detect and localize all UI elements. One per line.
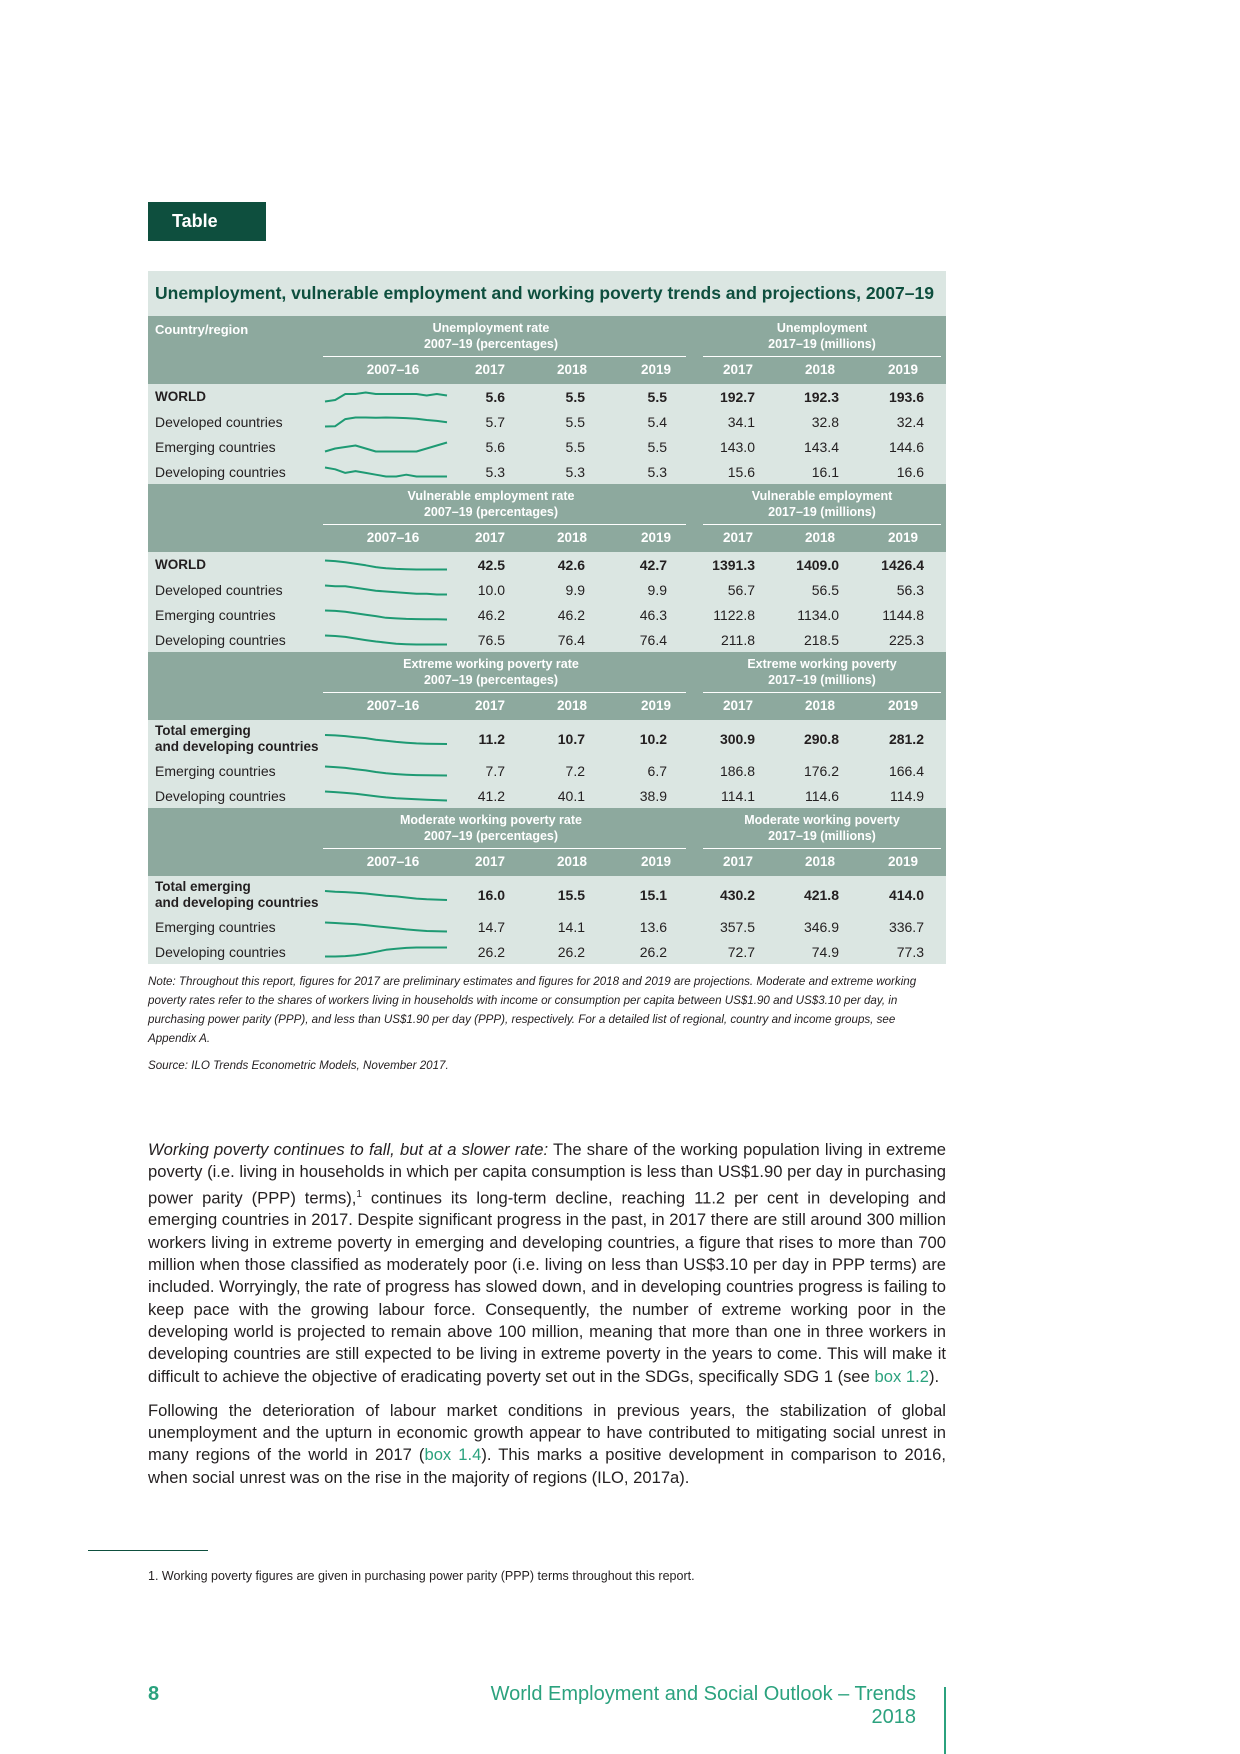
rate-group-subtitle: 2007–19 (percentages) (423, 829, 559, 843)
country-region-name: Emerging countries (155, 762, 276, 779)
count-value: 421.8 (803, 887, 839, 903)
rate-value: 26.2 (477, 943, 505, 960)
sparkline-path (325, 468, 447, 477)
rate-value: 5.5 (565, 388, 585, 405)
rate-value: 76.4 (557, 631, 585, 648)
year-header: 2017 (474, 698, 506, 713)
trend-sparkline (323, 384, 449, 409)
table-note: Note: Throughout this report, figures for 2017 are preliminary estimates and figures for 2018 and 2019 are projections. Moderate and extreme working poverty rates refer to the shares of workers living in households with income or consumption per capita between US$1.90 and US$3.10 per day, in purchasing power parity (PPP), and less than US$1.90 per day (PPP), respectively. For a detailed list of regional, country and income groups, see Appendix A. (148, 975, 917, 1045)
rate-group-header (376, 812, 606, 844)
sparkline-path (325, 735, 447, 744)
sparkline-path (325, 891, 447, 900)
count-value: 176.2 (803, 762, 839, 779)
rate-value: 15.1 (639, 887, 667, 903)
count-group-header (703, 320, 941, 352)
count-group-title: Unemployment (776, 321, 868, 335)
rate-value: 42.5 (477, 556, 505, 573)
trend-sparkline (323, 876, 449, 914)
sparkline-path (325, 636, 447, 645)
count-value: 1122.8 (713, 606, 755, 623)
country-region-name: Emerging countries (155, 918, 276, 935)
rate-value: 10.7 (557, 731, 585, 747)
rate-value: 5.5 (647, 438, 667, 455)
rate-value: 5.3 (647, 463, 667, 480)
section-header-top (148, 316, 946, 356)
year-header: 2018 (804, 530, 836, 545)
name-line: Total emerging (155, 723, 251, 738)
count-group-title: Moderate working poverty (744, 813, 900, 827)
country-region-name: Developed countries (155, 413, 283, 430)
rate-value: 5.7 (485, 413, 505, 430)
year-header: 2019 (640, 530, 672, 545)
count-value: 72.7 (727, 943, 755, 960)
year-header: 2017 (722, 362, 754, 377)
name-line: Total emerging (155, 879, 251, 894)
trend-sparkline (323, 783, 449, 808)
trend-sparkline (323, 434, 449, 459)
count-value: 114.1 (721, 787, 755, 804)
sparkline-path (325, 923, 447, 932)
count-value: 114.6 (805, 787, 839, 804)
paragraph-lead: Working poverty continues to fall, but at a slower rate: (148, 1140, 549, 1159)
year-header: 2019 (640, 854, 672, 869)
rate-value: 76.4 (639, 631, 667, 648)
count-group-subtitle: 2017–19 (millions) (768, 337, 876, 351)
year-header: 2017 (474, 854, 506, 869)
count-value: 166.4 (888, 762, 924, 779)
rate-value: 11.2 (478, 731, 505, 747)
rate-value: 76.5 (477, 631, 505, 648)
rate-value: 46.3 (639, 606, 667, 623)
sparkline-path (325, 418, 447, 427)
count-value: 414.0 (888, 887, 924, 903)
count-value: 15.6 (727, 463, 755, 480)
footer-vertical-rule (944, 1687, 946, 1754)
sparkline-path (325, 792, 447, 801)
table-row (148, 783, 946, 808)
count-value: 1134.0 (797, 606, 839, 623)
trend-sparkline (323, 409, 449, 434)
rate-group-title: Vulnerable employment rate (407, 489, 575, 503)
year-header: 2018 (804, 698, 836, 713)
count-value: 225.3 (888, 631, 924, 648)
trend-sparkline (323, 577, 449, 602)
count-value: 300.9 (719, 731, 755, 747)
year-header: 2018 (804, 362, 836, 377)
count-group-title: Extreme working poverty (747, 657, 897, 671)
rate-value: 10.0 (477, 581, 505, 598)
year-header: 2019 (640, 362, 672, 377)
count-value: 1426.4 (881, 556, 924, 573)
page-number: 8 (148, 1683, 160, 1705)
rate-value: 5.4 (647, 413, 667, 430)
count-group-header (703, 488, 941, 520)
count-value: 143.4 (803, 438, 839, 455)
trend-sparkline (323, 459, 449, 484)
rate-group-header (376, 656, 606, 688)
table-label: Table 1.1 (148, 202, 266, 241)
count-value: 144.6 (888, 438, 924, 455)
table-section (148, 652, 946, 808)
paragraph-text: ). This marks a positive development in comparison to 2016, when social unrest was on the rise in the majority of regions (ILO, 2017a). (148, 1445, 946, 1487)
year-header: 2019 (887, 362, 919, 377)
rate-value: 15.5 (557, 887, 585, 903)
sparkline-path (325, 561, 447, 570)
count-value: 34.1 (727, 413, 755, 430)
count-value: 32.8 (811, 413, 839, 430)
paragraph-text: ). (928, 1366, 940, 1386)
count-value: 186.8 (719, 762, 755, 779)
body-text (148, 1139, 946, 1501)
count-group-subtitle: 2017–19 (millions) (768, 673, 876, 687)
count-value: 77.3 (896, 943, 924, 960)
trend-sparkline (323, 627, 449, 652)
sparkline-path (325, 948, 447, 957)
paragraph-text: Following the deterioration of labour market conditions in previous years, the stabilization of global unemployment and the upturn in economic growth appear to have contributed to mitigating social unrest in many regions of the world in 2017 ( (148, 1400, 946, 1465)
trend-sparkline (323, 939, 449, 964)
table-row (148, 384, 946, 409)
count-value: 192.3 (803, 388, 839, 405)
count-value: 336.7 (888, 918, 924, 935)
footnote: 1. Working poverty figures are given in purchasing power parity (PPP) terms throughout this report. (148, 1569, 695, 1583)
rate-value: 7.2 (565, 762, 585, 779)
section-header (148, 808, 946, 876)
section-header (148, 316, 946, 384)
rate-value: 42.6 (557, 556, 585, 573)
year-header: 2017 (722, 530, 754, 545)
rate-value: 13.6 (639, 918, 667, 935)
year-header: 2017 (722, 698, 754, 713)
trend-sparkline (323, 602, 449, 627)
year-header: 2017 (722, 854, 754, 869)
table-notes (148, 972, 946, 1075)
count-value: 346.9 (803, 918, 839, 935)
sparkline-path (325, 393, 447, 402)
table-row (148, 758, 946, 783)
table-row (148, 602, 946, 627)
name-line: and developing countries (155, 739, 319, 754)
rate-value: 5.5 (647, 388, 667, 405)
count-value: 193.6 (888, 388, 924, 405)
table-row (148, 577, 946, 602)
rate-group-subtitle: 2007–19 (percentages) (423, 673, 559, 687)
footnote-divider (88, 1550, 208, 1551)
year-header-trend: 2007–16 (366, 530, 420, 545)
country-region-name-lines (155, 879, 319, 911)
table-body (148, 271, 946, 964)
trend-sparkline (323, 758, 449, 783)
table-section (148, 484, 946, 652)
year-header: 2018 (556, 854, 588, 869)
year-header-row (148, 524, 946, 552)
year-header-row (148, 692, 946, 720)
rate-value: 6.7 (647, 762, 667, 779)
rate-value: 46.2 (477, 606, 505, 623)
year-header: 2019 (887, 698, 919, 713)
rate-value: 14.7 (477, 918, 505, 935)
year-header: 2017 (474, 362, 506, 377)
paragraph-text: continues its long-term decline, reaching 11.2 per cent in developing and emerging countries in 2017. Despite significant progress in the past, in 2017 there are still around 300 million workers living in extreme poverty in emerging and developing countries, a figure that rises to more than 700 million when those classified as moderately poor (i.e. living on less than US$3.10 per day in PPP terms) are included. Worryingly, the rate of progress has slowed down, and in developing countries progress is failing to keep pace with the growing labour force. Consequently, the number of extreme working poor in the developing world is projected to remain above 100 million, meaning that more than one in three workers in developing countries are still expected to be living in extreme poverty in the years to come. This will make it difficult to achieve the objective of eradicating poverty set out in the SDGs, specifically SDG 1 (see (148, 1188, 946, 1386)
country-region-name: Developing countries (155, 463, 286, 480)
rate-value: 5.5 (565, 438, 585, 455)
rate-value: 5.3 (565, 463, 585, 480)
country-region-name: Developing countries (155, 787, 286, 804)
rate-group-subtitle: 2007–19 (percentages) (423, 505, 559, 519)
count-value: 357.5 (719, 918, 755, 935)
rate-value: 46.2 (557, 606, 585, 623)
section-header-top (148, 652, 946, 692)
rate-value: 38.9 (639, 787, 667, 804)
country-region-name: WORLD (155, 556, 206, 572)
rate-value: 7.7 (485, 762, 505, 779)
sparkline-path (325, 767, 447, 776)
table-section (148, 808, 946, 964)
rate-value: 5.6 (485, 438, 505, 455)
rate-group-title: Unemployment rate (432, 321, 550, 335)
country-region-name: Emerging countries (155, 438, 276, 455)
country-region-name: Emerging countries (155, 606, 276, 623)
footnote-reference[interactable]: 1 (356, 1188, 362, 1200)
paragraph-text: The share of the working population living in extreme poverty (i.e. living in households in which per capita consumption is less than US$1.90 per day in purchasing power parity (PPP) terms), (148, 1140, 947, 1208)
rate-group-header (376, 320, 606, 352)
table-row (148, 720, 946, 758)
rate-value: 10.2 (639, 731, 667, 747)
rate-value: 26.2 (557, 943, 585, 960)
country-region-name (155, 876, 319, 914)
count-value: 56.5 (811, 581, 839, 598)
rate-group-title: Moderate working poverty rate (400, 813, 582, 827)
table-section (148, 316, 946, 484)
count-value: 74.9 (811, 943, 839, 960)
count-group-header (703, 656, 941, 688)
box-1-4-link[interactable]: box 1.4 (424, 1445, 482, 1465)
year-header-row (148, 848, 946, 876)
sparkline-path (325, 443, 447, 452)
trend-sparkline (323, 914, 449, 939)
table-row (148, 459, 946, 484)
year-header: 2019 (887, 530, 919, 545)
year-header: 2018 (556, 362, 588, 377)
year-header-trend: 2007–16 (366, 854, 420, 869)
table-row (148, 939, 946, 964)
table-row (148, 409, 946, 434)
count-group-subtitle: 2017–19 (millions) (768, 829, 876, 843)
rate-value: 40.1 (557, 787, 585, 804)
section-header (148, 484, 946, 552)
count-group-header (703, 812, 941, 844)
rate-group-subtitle: 2007–19 (percentages) (423, 337, 559, 351)
section-header-top (148, 484, 946, 524)
count-value: 1409.0 (796, 556, 839, 573)
rate-value: 16.0 (477, 887, 505, 903)
year-header: 2017 (474, 530, 506, 545)
rate-group-title: Extreme working poverty rate (403, 657, 579, 671)
year-header: 2019 (887, 854, 919, 869)
country-region-name-lines (155, 723, 319, 755)
count-value: 32.4 (896, 413, 924, 430)
rate-value: 9.9 (647, 581, 667, 598)
box-1-2-link[interactable]: box 1.2 (874, 1366, 929, 1386)
rate-group-header (376, 488, 606, 520)
rate-value: 5.5 (565, 413, 585, 430)
count-value: 281.2 (888, 731, 924, 747)
rate-value: 9.9 (565, 581, 585, 598)
count-value: 290.8 (803, 731, 839, 747)
count-value: 218.5 (803, 631, 839, 648)
country-region-name (155, 720, 319, 758)
count-group-title: Vulnerable employment (751, 489, 893, 503)
rate-value: 41.2 (477, 787, 505, 804)
count-group-subtitle: 2017–19 (millions) (768, 505, 876, 519)
table-row (148, 552, 946, 577)
section-header (148, 652, 946, 720)
table-title: Unemployment, vulnerable employment and working poverty trends and projections, 2007–19 (155, 283, 934, 303)
table-row (148, 914, 946, 939)
count-value: 114.9 (890, 787, 924, 804)
count-value: 56.3 (896, 581, 924, 598)
paragraph-social-unrest (148, 1400, 946, 1489)
year-header-trend: 2007–16 (366, 698, 420, 713)
year-header: 2018 (556, 698, 588, 713)
table-source: Source: ILO Trends Econometric Models, November 2017. (148, 1059, 449, 1072)
count-value: 16.6 (896, 463, 924, 480)
rate-value: 14.1 (557, 918, 585, 935)
count-value: 16.1 (811, 463, 839, 480)
trend-sparkline (323, 552, 449, 577)
country-region-name: Developing countries (155, 631, 286, 648)
count-value: 192.7 (719, 388, 755, 405)
count-value: 430.2 (719, 887, 755, 903)
trend-sparkline (323, 720, 449, 758)
sparkline-path (325, 586, 447, 595)
table-row (148, 434, 946, 459)
count-value: 1144.8 (882, 606, 924, 623)
running-title: World Employment and Social Outlook – Trends 2018 (490, 1683, 916, 1728)
year-header-row (148, 356, 946, 384)
year-header-trend: 2007–16 (366, 362, 420, 377)
table-row (148, 876, 946, 914)
year-header: 2019 (640, 698, 672, 713)
table-1-1 (148, 202, 946, 964)
year-header: 2018 (804, 854, 836, 869)
table-row (148, 627, 946, 652)
count-value: 211.8 (721, 631, 755, 648)
count-value: 1391.3 (712, 556, 755, 573)
count-value: 143.0 (719, 438, 755, 455)
country-region-name: WORLD (155, 388, 206, 404)
section-header-top (148, 808, 946, 848)
count-value: 56.7 (727, 581, 755, 598)
region-column-header: Country/region (155, 322, 249, 337)
rate-value: 5.3 (485, 463, 505, 480)
country-region-name: Developing countries (155, 943, 286, 960)
country-region-name: Developed countries (155, 581, 283, 598)
rate-value: 26.2 (639, 943, 667, 960)
year-header: 2018 (556, 530, 588, 545)
sparkline-path (325, 611, 447, 620)
paragraph-working-poverty (148, 1139, 946, 1388)
table-sections (148, 316, 946, 964)
name-line: and developing countries (155, 895, 319, 910)
rate-value: 5.6 (485, 388, 505, 405)
rate-value: 42.7 (639, 556, 667, 573)
